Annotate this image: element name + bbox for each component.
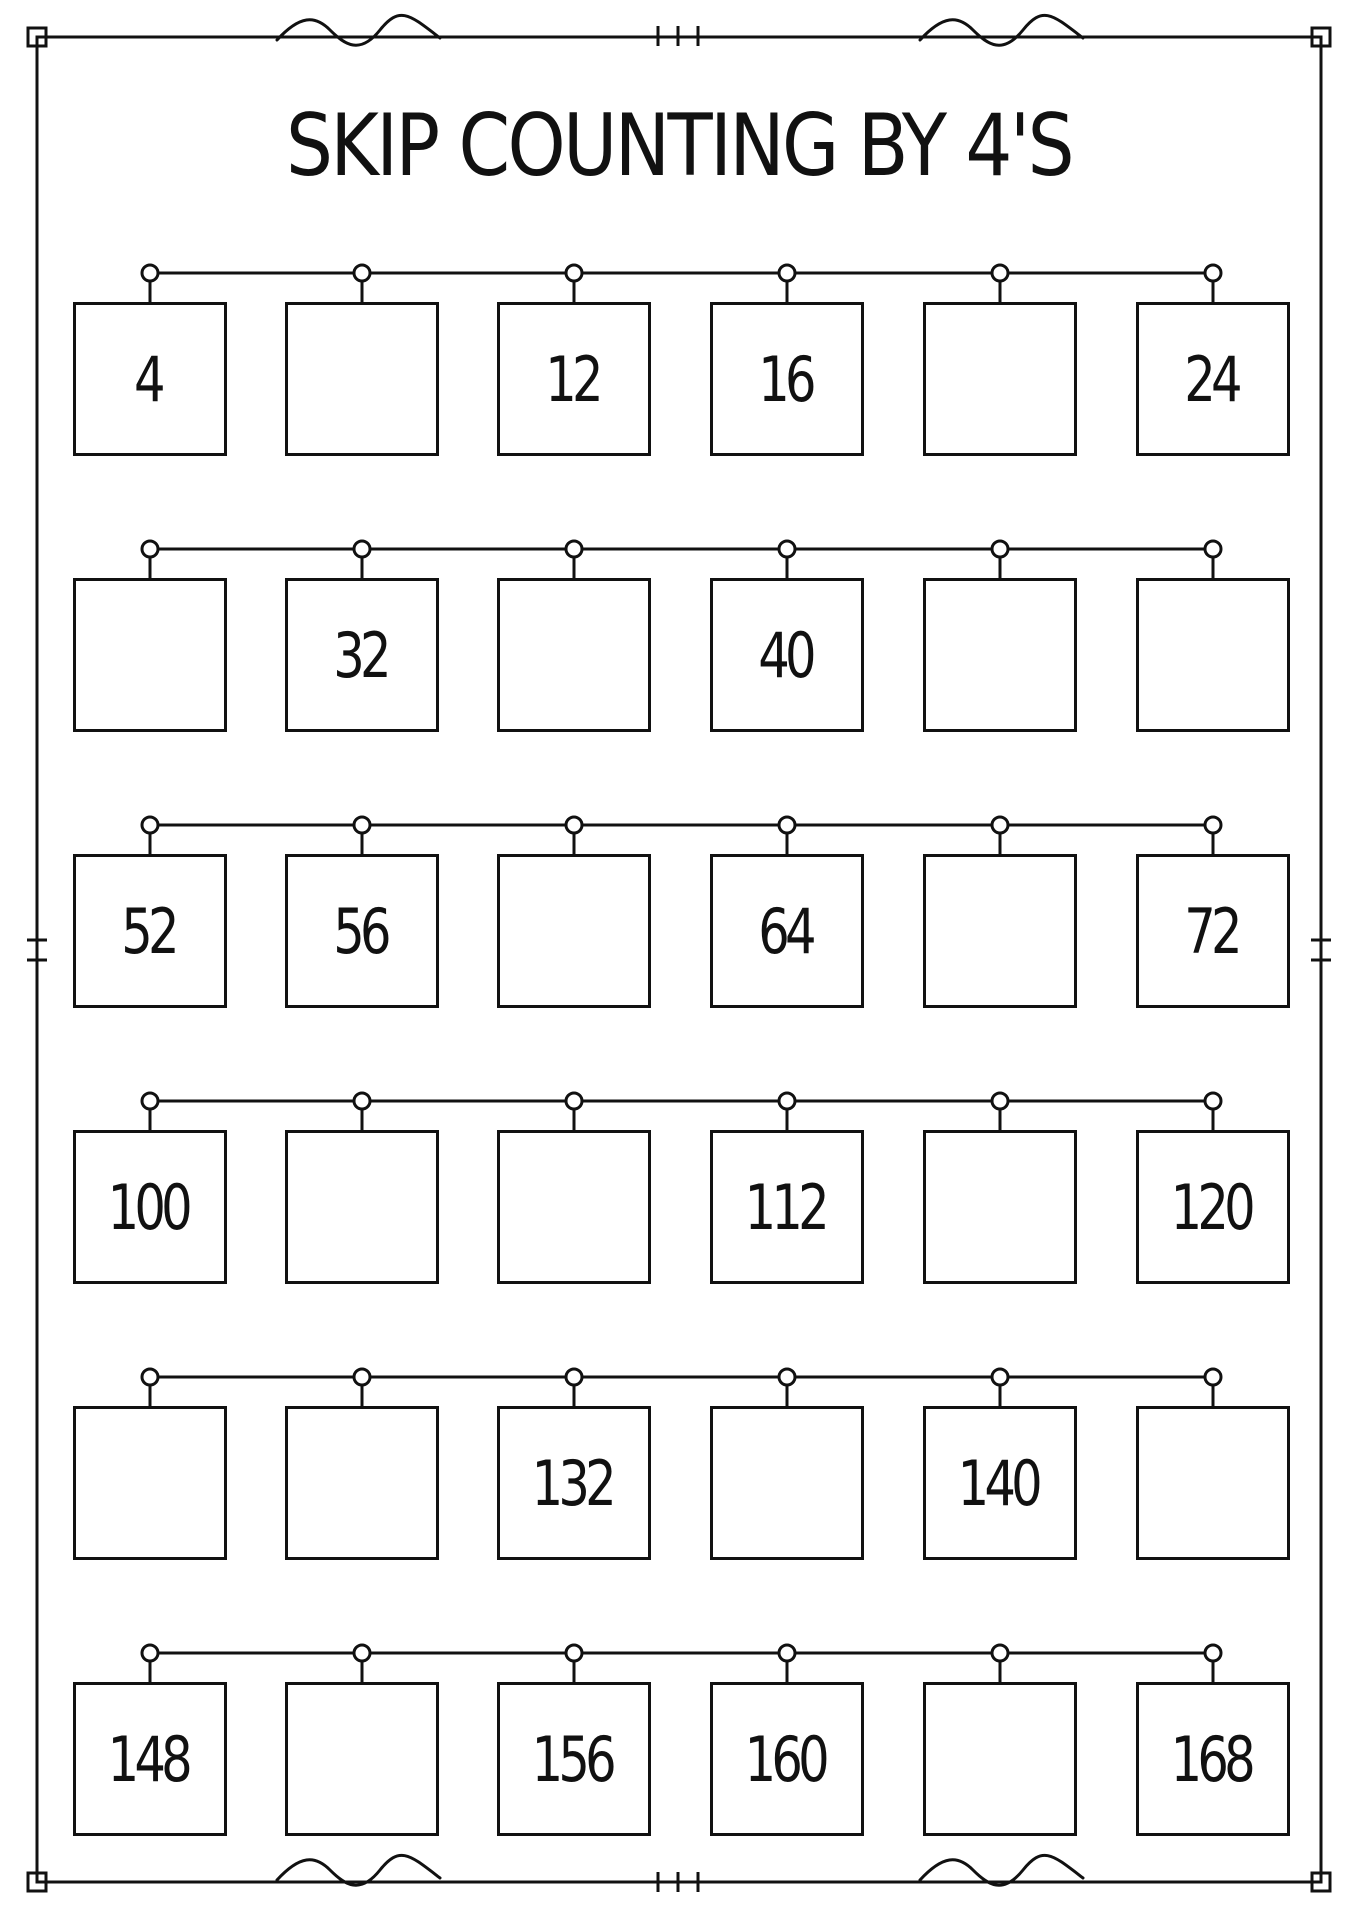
connector-dot — [142, 1645, 158, 1661]
connector-dot — [779, 1369, 795, 1385]
number-value: 148 — [107, 1722, 188, 1796]
number-value: 40 — [757, 618, 812, 692]
connector-dot — [354, 1645, 370, 1661]
number-box — [497, 1406, 651, 1560]
connector-dot — [354, 817, 370, 833]
number-value: 100 — [107, 1170, 188, 1244]
answer-box-empty[interactable] — [285, 302, 439, 456]
number-box — [285, 854, 439, 1008]
number-box — [1136, 1682, 1290, 1836]
connector-dot — [566, 1093, 582, 1109]
number-box — [497, 302, 651, 456]
connector-dot — [779, 817, 795, 833]
answer-box-empty[interactable] — [923, 854, 1077, 1008]
connector-dot — [142, 541, 158, 557]
connector-dot — [142, 1369, 158, 1385]
connector-dot — [566, 1645, 582, 1661]
connector-dot — [142, 817, 158, 833]
connector-dot — [566, 265, 582, 281]
answer-box-empty[interactable] — [73, 1406, 227, 1560]
connector-dot — [992, 1093, 1008, 1109]
number-value: 64 — [757, 894, 812, 968]
number-value: 140 — [957, 1446, 1038, 1520]
answer-box-empty[interactable] — [497, 578, 651, 732]
answer-box-empty[interactable] — [923, 1130, 1077, 1284]
number-box — [710, 1682, 864, 1836]
number-value: 112 — [744, 1170, 825, 1244]
connector-dot — [779, 541, 795, 557]
connector-dot — [566, 1369, 582, 1385]
number-value: 52 — [120, 894, 175, 968]
number-box — [497, 1682, 651, 1836]
connector-dot — [1205, 1369, 1221, 1385]
connector-dot — [142, 265, 158, 281]
number-value: 132 — [531, 1446, 612, 1520]
connector-dot — [779, 265, 795, 281]
answer-box-empty[interactable] — [497, 1130, 651, 1284]
answer-box-empty[interactable] — [923, 578, 1077, 732]
connector-dot — [992, 541, 1008, 557]
number-box — [710, 1130, 864, 1284]
number-box — [710, 854, 864, 1008]
number-box — [285, 578, 439, 732]
number-box — [73, 1682, 227, 1836]
connector-dot — [354, 1093, 370, 1109]
number-value: 168 — [1170, 1722, 1251, 1796]
connector-dot — [1205, 1645, 1221, 1661]
number-value: 72 — [1183, 894, 1238, 968]
number-value: 24 — [1183, 342, 1238, 416]
answer-box-empty[interactable] — [923, 302, 1077, 456]
connector-dot — [1205, 817, 1221, 833]
answer-box-empty[interactable] — [710, 1406, 864, 1560]
number-box — [1136, 302, 1290, 456]
number-box — [710, 578, 864, 732]
number-box — [923, 1406, 1077, 1560]
number-value: 4 — [134, 342, 161, 416]
number-value: 156 — [531, 1722, 612, 1796]
number-value: 160 — [744, 1722, 825, 1796]
connector-dot — [992, 265, 1008, 281]
number-value: 32 — [332, 618, 387, 692]
number-box — [1136, 1130, 1290, 1284]
connector-dot — [992, 1645, 1008, 1661]
number-value: 56 — [332, 894, 387, 968]
number-box — [73, 854, 227, 1008]
number-value: 120 — [1170, 1170, 1251, 1244]
number-box — [73, 302, 227, 456]
number-box — [73, 1130, 227, 1284]
connector-dot — [354, 1369, 370, 1385]
connector-dot — [1205, 1093, 1221, 1109]
connector-dot — [992, 817, 1008, 833]
connector-dot — [566, 817, 582, 833]
connector-dot — [354, 265, 370, 281]
number-value: 16 — [757, 342, 812, 416]
connector-dot — [1205, 541, 1221, 557]
connector-dot — [779, 1093, 795, 1109]
number-box — [710, 302, 864, 456]
answer-box-empty[interactable] — [923, 1682, 1077, 1836]
connector-dot — [566, 541, 582, 557]
connector-dot — [354, 541, 370, 557]
answer-box-empty[interactable] — [285, 1406, 439, 1560]
connector-dot — [142, 1093, 158, 1109]
connector-dot — [779, 1645, 795, 1661]
page-title: SKIP COUNTING BY 4'S — [286, 96, 1072, 196]
answer-box-empty[interactable] — [497, 854, 651, 1008]
answer-box-empty[interactable] — [1136, 1406, 1290, 1560]
connector-dot — [992, 1369, 1008, 1385]
answer-box-empty[interactable] — [1136, 578, 1290, 732]
number-box — [1136, 854, 1290, 1008]
answer-box-empty[interactable] — [285, 1130, 439, 1284]
connector-dot — [1205, 265, 1221, 281]
number-value: 12 — [544, 342, 599, 416]
answer-box-empty[interactable] — [73, 578, 227, 732]
answer-box-empty[interactable] — [285, 1682, 439, 1836]
